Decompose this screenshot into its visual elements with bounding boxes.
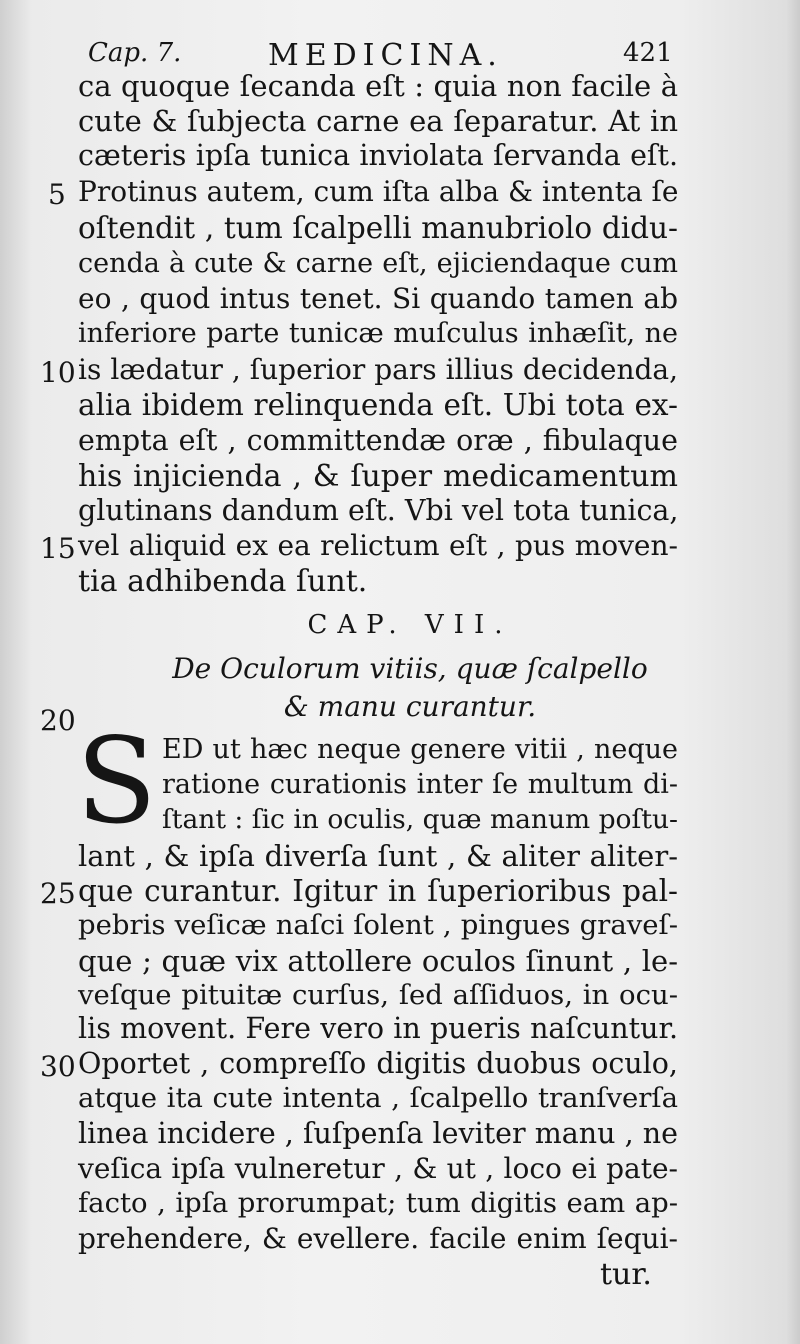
text-line: inferiore parte tunicæ muſculus inhæſit, ne	[78, 318, 678, 349]
line-number: 20	[40, 704, 76, 737]
text-line: tur.	[600, 1257, 652, 1292]
drop-cap-initial: S	[76, 712, 157, 850]
text-line: oſtendit , tum ſcalpelli manubriolo didu-	[78, 211, 678, 245]
text-line: empta eſt , committendæ oræ , fibulaque	[78, 424, 678, 457]
text-line: ED ut hæc neque genere vitii , neque	[162, 734, 678, 765]
text-line: prehendere, & evellere. facile enim ſequi-	[78, 1222, 678, 1255]
header-chapter: Cap. 7.	[88, 38, 182, 68]
line-number: 25	[40, 877, 76, 910]
text-line: facto , ipſa prorumpat; tum digitis eam ap-	[78, 1187, 678, 1219]
text-line: lant , & ipſa diverſa ſunt , & aliter aliter-	[78, 839, 678, 873]
text-line: Protinus autem, cum iſta alba & intenta ſe	[78, 175, 679, 208]
header-title: MEDICINA.	[268, 38, 503, 73]
line-number: 30	[40, 1050, 76, 1083]
text-line: is lædatur , ſuperior pars illius decidenda,	[78, 353, 678, 386]
text-line: veſica ipſa vulneretur , & ut , loco ei pate-	[78, 1152, 678, 1185]
text-line: tia adhibenda ſunt.	[78, 564, 368, 599]
chapter-title-line2: & manu curantur.	[283, 690, 537, 723]
text-line: veſque pituitæ curſus, ſed aſſiduos, in ocu-	[78, 979, 678, 1011]
chapter-number: CAP. VII.	[307, 610, 513, 640]
text-line: pebris veſicæ naſci ſolent , pingues graveſ-	[78, 909, 678, 941]
line-number: 10	[40, 356, 76, 389]
text-line: ca quoque ſecanda eſt : quia non facile à	[78, 69, 678, 103]
text-line: que ; quæ vix attollere oculos ſinunt , le-	[78, 944, 678, 978]
text-line: que curantur. Igitur in ſuperioribus pal-	[78, 874, 678, 908]
text-line: alia ibidem relinquenda eſt. Ubi tota ex-	[78, 388, 678, 422]
line-number: 5	[48, 178, 66, 211]
chapter-title-line1: De Oculorum vitiis, quæ ſcalpello	[172, 652, 648, 685]
text-line: atque ita cute intenta , ſcalpello tranſverſa	[78, 1082, 678, 1114]
line-number: 15	[40, 532, 76, 565]
text-line: cenda à cute & carne eſt, ejiciendaque cum	[78, 248, 678, 279]
text-line: Oportet , compreſſo digitis duobus oculo,	[78, 1047, 678, 1080]
page-number: 421	[623, 38, 673, 68]
text-line: his injicienda , & ſuper medicamentum	[78, 459, 678, 494]
text-line: eo , quod intus tenet. Si quando tamen ab	[78, 282, 678, 315]
text-line: ratione curationis inter ſe multum di-	[162, 769, 678, 800]
text-line: linea incidere , ſuſpenſa leviter manu , ne	[78, 1117, 678, 1150]
text-line: cæteris ipſa tunica inviolata ſervanda eſt.	[78, 139, 678, 172]
text-line: vel aliquid ex ea relictum eſt , pus moven-	[78, 529, 678, 562]
text-line: lis movent. Fere vero in pueris naſcuntur.	[78, 1012, 678, 1045]
text-line: cute & ſubjecta carne ea ſeparatur. At in	[78, 104, 678, 138]
text-line: glutinans dandum eſt. Vbi vel tota tunica,	[78, 494, 679, 527]
text-line: ſtant : ſic in oculis, quæ manum poſtu-	[162, 804, 678, 835]
